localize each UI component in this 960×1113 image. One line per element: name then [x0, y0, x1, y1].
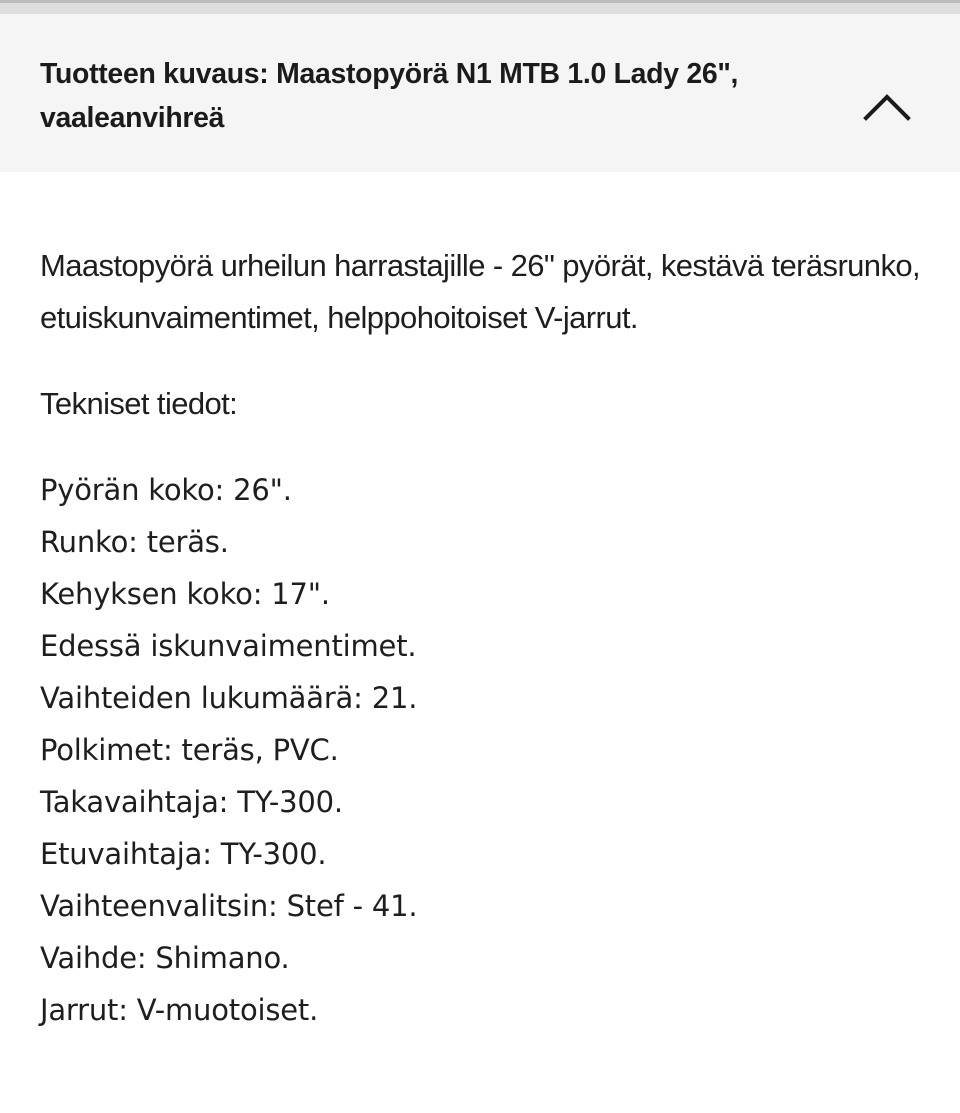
accordion-header[interactable]	[0, 14, 960, 172]
chevron-up-icon	[852, 74, 922, 130]
spec-item: Takavaihtaja: TY-300.	[40, 785, 343, 819]
product-description	[40, 240, 920, 1036]
spec-item: Etuvaihtaja: TY-300.	[40, 837, 327, 871]
top-divider-strip	[0, 0, 960, 14]
spec-item: Pyörän koko: 26".	[40, 473, 292, 507]
collapse-toggle-button[interactable]	[852, 74, 922, 130]
spec-item: Vaihteiden lukumäärä: 21.	[40, 681, 418, 715]
specs-heading: Tekniset tiedot:	[40, 386, 238, 421]
spec-item: Runko: teräs.	[40, 525, 229, 559]
spec-item: Kehyksen koko: 17".	[40, 577, 330, 611]
spec-item: Jarrut: V-muotoiset.	[40, 993, 319, 1027]
spec-item: Vaihde: Shimano.	[40, 941, 290, 975]
spec-list	[40, 464, 920, 1036]
description-intro: Maastopyörä urheilun harrastajille - 26" pyörät, kestävä teräsrunko, etuiskunvaimentimet, helppohoitoiset V-jarrut.	[40, 248, 920, 335]
spec-item: Vaihteenvalitsin: Stef - 41.	[40, 889, 418, 923]
accordion-title: Tuotteen kuvaus: Maastopyörä N1 MTB 1.0 Lady 26", vaaleanvihreä	[40, 58, 739, 134]
spec-item: Edessä iskunvaimentimet.	[40, 629, 417, 663]
spec-item: Polkimet: teräs, PVC.	[40, 733, 339, 767]
